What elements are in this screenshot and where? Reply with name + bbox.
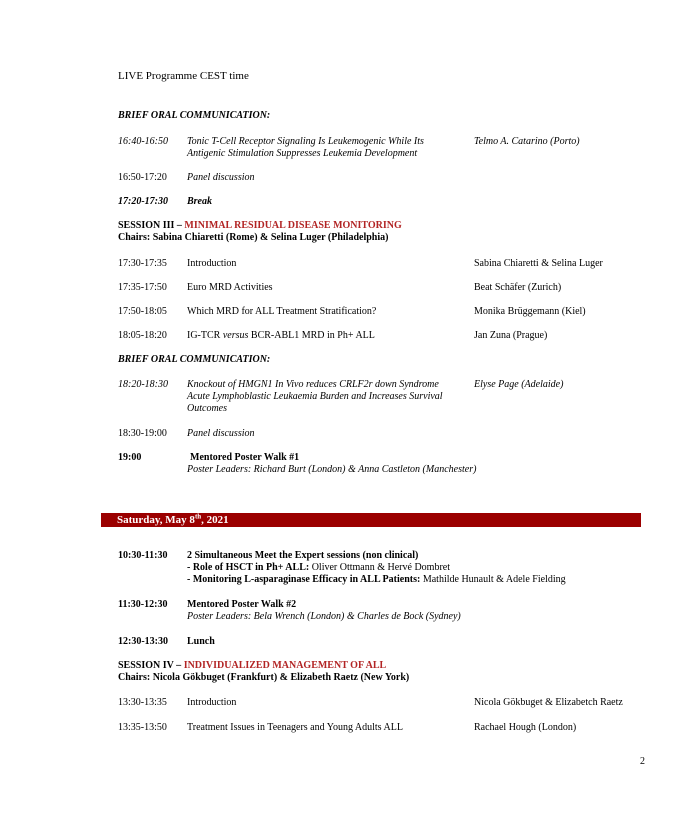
row-title: Tonic T-Cell Receptor Signaling Is Leukemogenic While Its xyxy=(187,136,424,147)
row-title: Mentored Poster Walk #2 xyxy=(187,599,297,610)
row-title-cont: Outcomes xyxy=(187,403,227,414)
row-title: Treatment Issues in Teenagers and Young Adults ALL xyxy=(187,722,403,733)
row-title: Knockout of HMGN1 In Vivo reduces CRLF2r down Syndrome xyxy=(187,379,439,390)
row-title: 2 Simultaneous Meet the Expert sessions (non clinical) xyxy=(187,550,419,561)
row-time: 18:05-18:20 xyxy=(118,330,167,341)
session-name: MINIMAL RESIDUAL DISEASE MONITORING xyxy=(184,220,402,231)
row-time: 17:20-17:30 xyxy=(118,196,168,207)
row-subline xyxy=(187,574,566,586)
row-title: Mentored Poster Walk #1 xyxy=(190,452,300,463)
programme-header: LIVE Programme CEST time xyxy=(118,70,249,82)
subline-speakers: Mathilde Hunault & Adele Fielding xyxy=(420,574,566,585)
row-time: 16:50-17:20 xyxy=(118,172,167,183)
row-time: 11:30-12:30 xyxy=(118,599,168,610)
row-title: Panel discussion xyxy=(187,428,255,439)
row-speaker: Rachael Hough (London) xyxy=(474,722,577,733)
subline-topic: - Role of HSCT in Ph+ ALL: xyxy=(187,562,310,573)
row-time: 18:30-19:00 xyxy=(118,428,167,439)
row-time: 18:20-18:30 xyxy=(118,379,168,390)
session-heading xyxy=(118,220,402,232)
row-speaker: Monika Brüggemann (Kiel) xyxy=(474,306,586,317)
row-title xyxy=(187,330,375,342)
row-subtitle: Poster Leaders: Bela Wrench (London) & Charles de Bock (Sydney) xyxy=(187,611,461,622)
row-speaker: Sabina Chiaretti & Selina Luger xyxy=(474,258,603,269)
row-time: 13:35-13:50 xyxy=(118,722,167,733)
row-title: Panel discussion xyxy=(187,172,255,183)
row-speaker: Beat Schäfer (Zurich) xyxy=(474,282,562,293)
day-header-bar xyxy=(101,513,641,527)
row-time: 12:30-13:30 xyxy=(118,636,168,647)
row-speaker: Telmo A. Catarino (Porto) xyxy=(474,136,580,147)
row-time: 17:35-17:50 xyxy=(118,282,167,293)
row-time: 17:50-18:05 xyxy=(118,306,167,317)
session-prefix: SESSION III – xyxy=(118,220,185,231)
session-prefix: SESSION IV – xyxy=(118,660,184,671)
row-speaker: Nicola Gökbuget & Elizabetch Raetz xyxy=(474,697,623,708)
session-chairs: Chairs: Nicola Gökbuget (Frankfurt) & Elizabeth Raetz (New York) xyxy=(118,672,410,683)
row-time: 13:30-13:35 xyxy=(118,697,167,708)
title-part: BCR-ABL1 MRD in Ph+ ALL xyxy=(248,330,375,341)
title-part: IG-TCR xyxy=(187,330,223,341)
subline-topic: - Monitoring L-asparaginase Efficacy in ALL Patients: xyxy=(187,574,421,585)
row-title: Introduction xyxy=(187,697,237,708)
day-year: , 2021 xyxy=(201,514,229,526)
row-time: 17:30-17:35 xyxy=(118,258,167,269)
session-heading xyxy=(118,660,386,672)
row-subline xyxy=(187,562,450,574)
page-number: 2 xyxy=(640,756,645,767)
row-speaker: Jan Zuna (Prague) xyxy=(474,330,548,341)
row-title: Which MRD for ALL Treatment Stratification? xyxy=(187,306,377,317)
row-time: 19:00 xyxy=(118,452,142,463)
row-time: 10:30-11:30 xyxy=(118,550,168,561)
row-title-cont: Acute Lymphoblastic Leukaemia Burden and Increases Survival xyxy=(187,391,443,402)
session-chairs: Chairs: Sabina Chiaretti (Rome) & Selina Luger (Philadelphia) xyxy=(118,232,389,243)
row-title: Euro MRD Activities xyxy=(187,282,273,293)
row-title: Break xyxy=(187,196,212,207)
day-label: Saturday, May 8 xyxy=(117,514,195,526)
title-part-italic: versus xyxy=(222,330,249,341)
row-title-cont: Antigenic Stimulation Suppresses Leukemia Development xyxy=(187,148,418,159)
row-subtitle: Poster Leaders: Richard Burt (London) & Anna Castleton (Manchester) xyxy=(187,464,477,475)
row-speaker: Elyse Page (Adelaide) xyxy=(474,379,564,390)
brief-oral-heading: BRIEF ORAL COMMUNICATION: xyxy=(118,110,271,121)
row-title: Lunch xyxy=(187,636,215,647)
session-name: INDIVIDUALIZED MANAGEMENT OF ALL xyxy=(183,660,387,671)
brief-oral-heading: BRIEF ORAL COMMUNICATION: xyxy=(118,354,271,365)
row-title: Introduction xyxy=(187,258,237,269)
subline-speakers: Oliver Ottmann & Hervé Dombret xyxy=(309,562,450,573)
row-time: 16:40-16:50 xyxy=(118,136,168,147)
day-ordinal: th xyxy=(194,512,202,521)
